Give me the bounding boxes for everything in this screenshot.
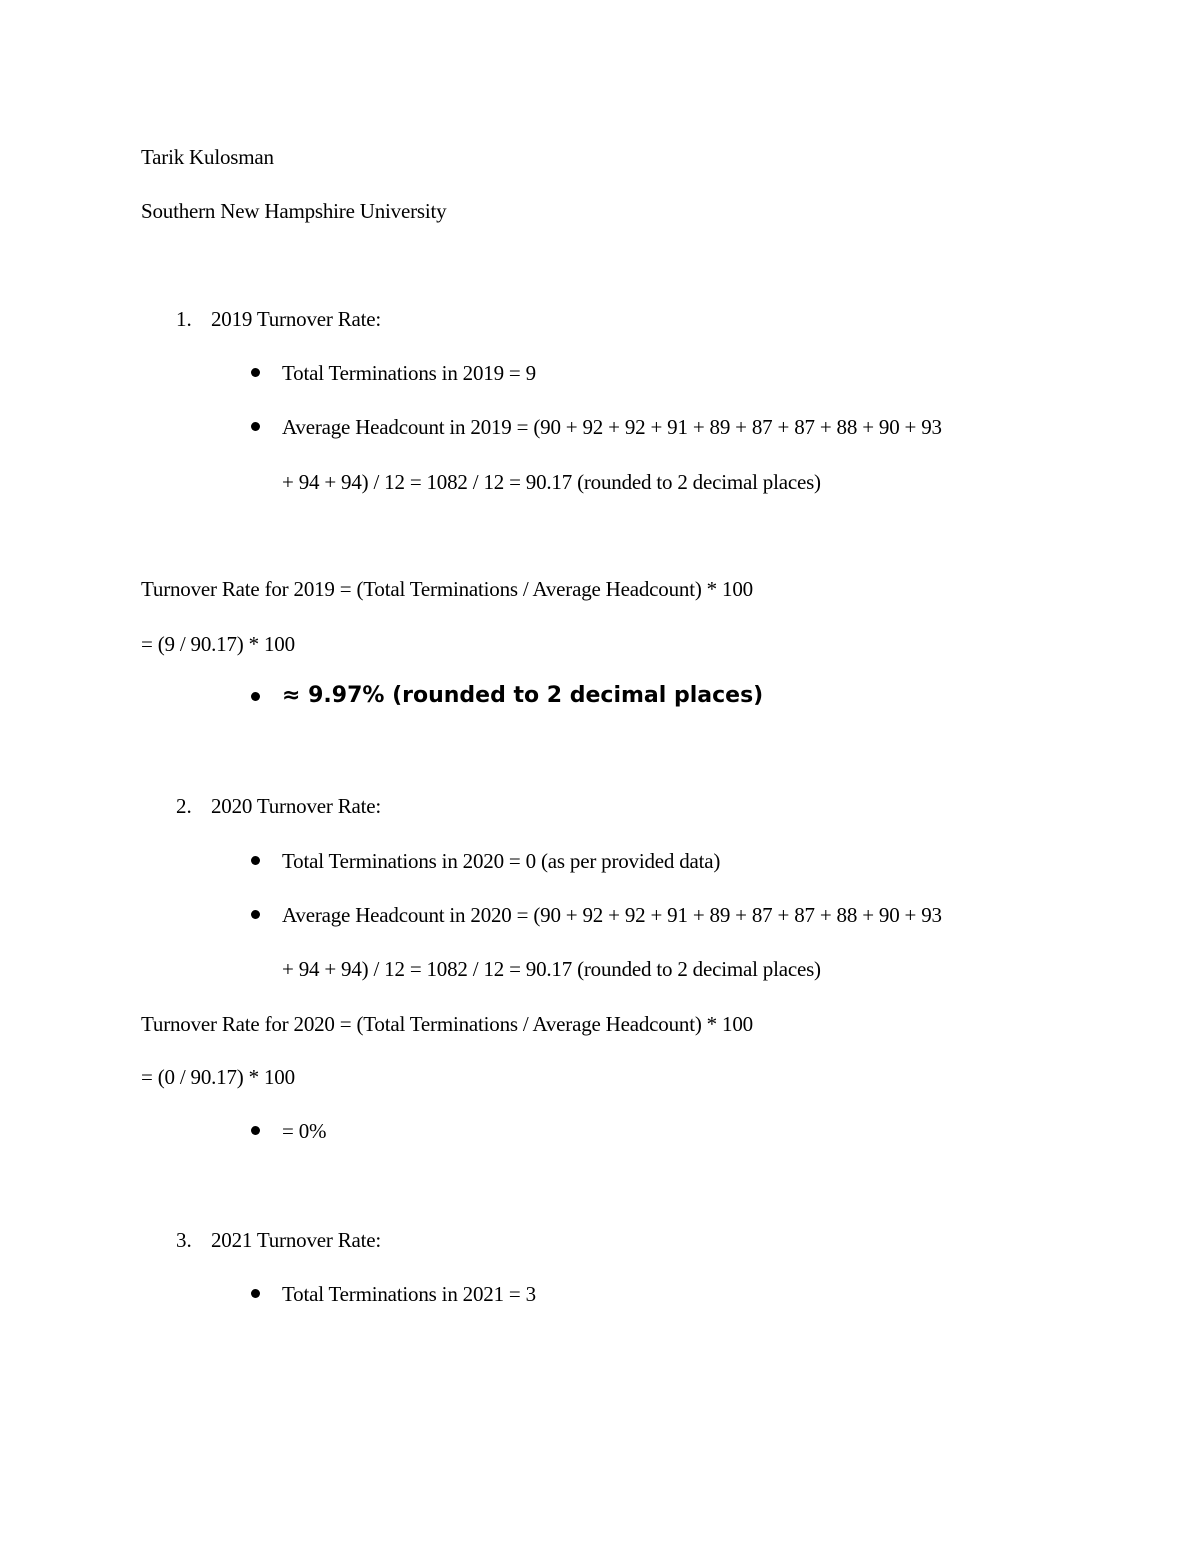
section-2-number: 2. bbox=[176, 794, 192, 818]
section-3-number: 3. bbox=[176, 1228, 192, 1252]
section-2-title: 2020 Turnover Rate: bbox=[211, 794, 382, 818]
section-2-result: = 0% bbox=[282, 1119, 327, 1143]
section-1-bullet-headcount: Average Headcount in 2019 = (90 + 92 + 92 + 91 + 89 + 87 + 87 + 88 + 90 + 93 bbox=[282, 415, 942, 439]
section-1-number: 1. bbox=[176, 307, 192, 331]
section-2-formula: Turnover Rate for 2020 = (Total Terminations / Average Headcount) * 100 bbox=[141, 1012, 753, 1036]
bullet-icon bbox=[251, 1126, 260, 1135]
bullet-icon bbox=[251, 692, 260, 701]
section-1-headcount-continuation: + 94 + 94) / 12 = 1082 / 12 = 90.17 (rounded to 2 decimal places) bbox=[282, 470, 821, 494]
section-1-formula: Turnover Rate for 2019 = (Total Terminations / Average Headcount) * 100 bbox=[141, 577, 753, 601]
bullet-icon bbox=[251, 910, 260, 919]
section-2-bullet-headcount: Average Headcount in 2020 = (90 + 92 + 92 + 91 + 89 + 87 + 87 + 88 + 90 + 93 bbox=[282, 903, 942, 927]
section-2-substitution: = (0 / 90.17) * 100 bbox=[141, 1065, 295, 1089]
section-1-substitution: = (9 / 90.17) * 100 bbox=[141, 632, 295, 656]
bullet-icon bbox=[251, 1289, 260, 1298]
section-1-title: 2019 Turnover Rate: bbox=[211, 307, 382, 331]
section-3-bullet-terminations: Total Terminations in 2021 = 3 bbox=[282, 1282, 536, 1306]
section-1-bullet-terminations: Total Terminations in 2019 = 9 bbox=[282, 361, 536, 385]
author-name: Tarik Kulosman bbox=[141, 145, 274, 169]
bullet-icon bbox=[251, 856, 260, 865]
bullet-icon bbox=[251, 422, 260, 431]
institution-name: Southern New Hampshire University bbox=[141, 199, 447, 223]
bullet-icon bbox=[251, 368, 260, 377]
section-2-headcount-continuation: + 94 + 94) / 12 = 1082 / 12 = 90.17 (rounded to 2 decimal places) bbox=[282, 957, 821, 981]
section-1-result: ≈ 9.97% (rounded to 2 decimal places) bbox=[282, 683, 764, 708]
section-3-title: 2021 Turnover Rate: bbox=[211, 1228, 382, 1252]
section-2-bullet-terminations: Total Terminations in 2020 = 0 (as per provided data) bbox=[282, 849, 721, 873]
